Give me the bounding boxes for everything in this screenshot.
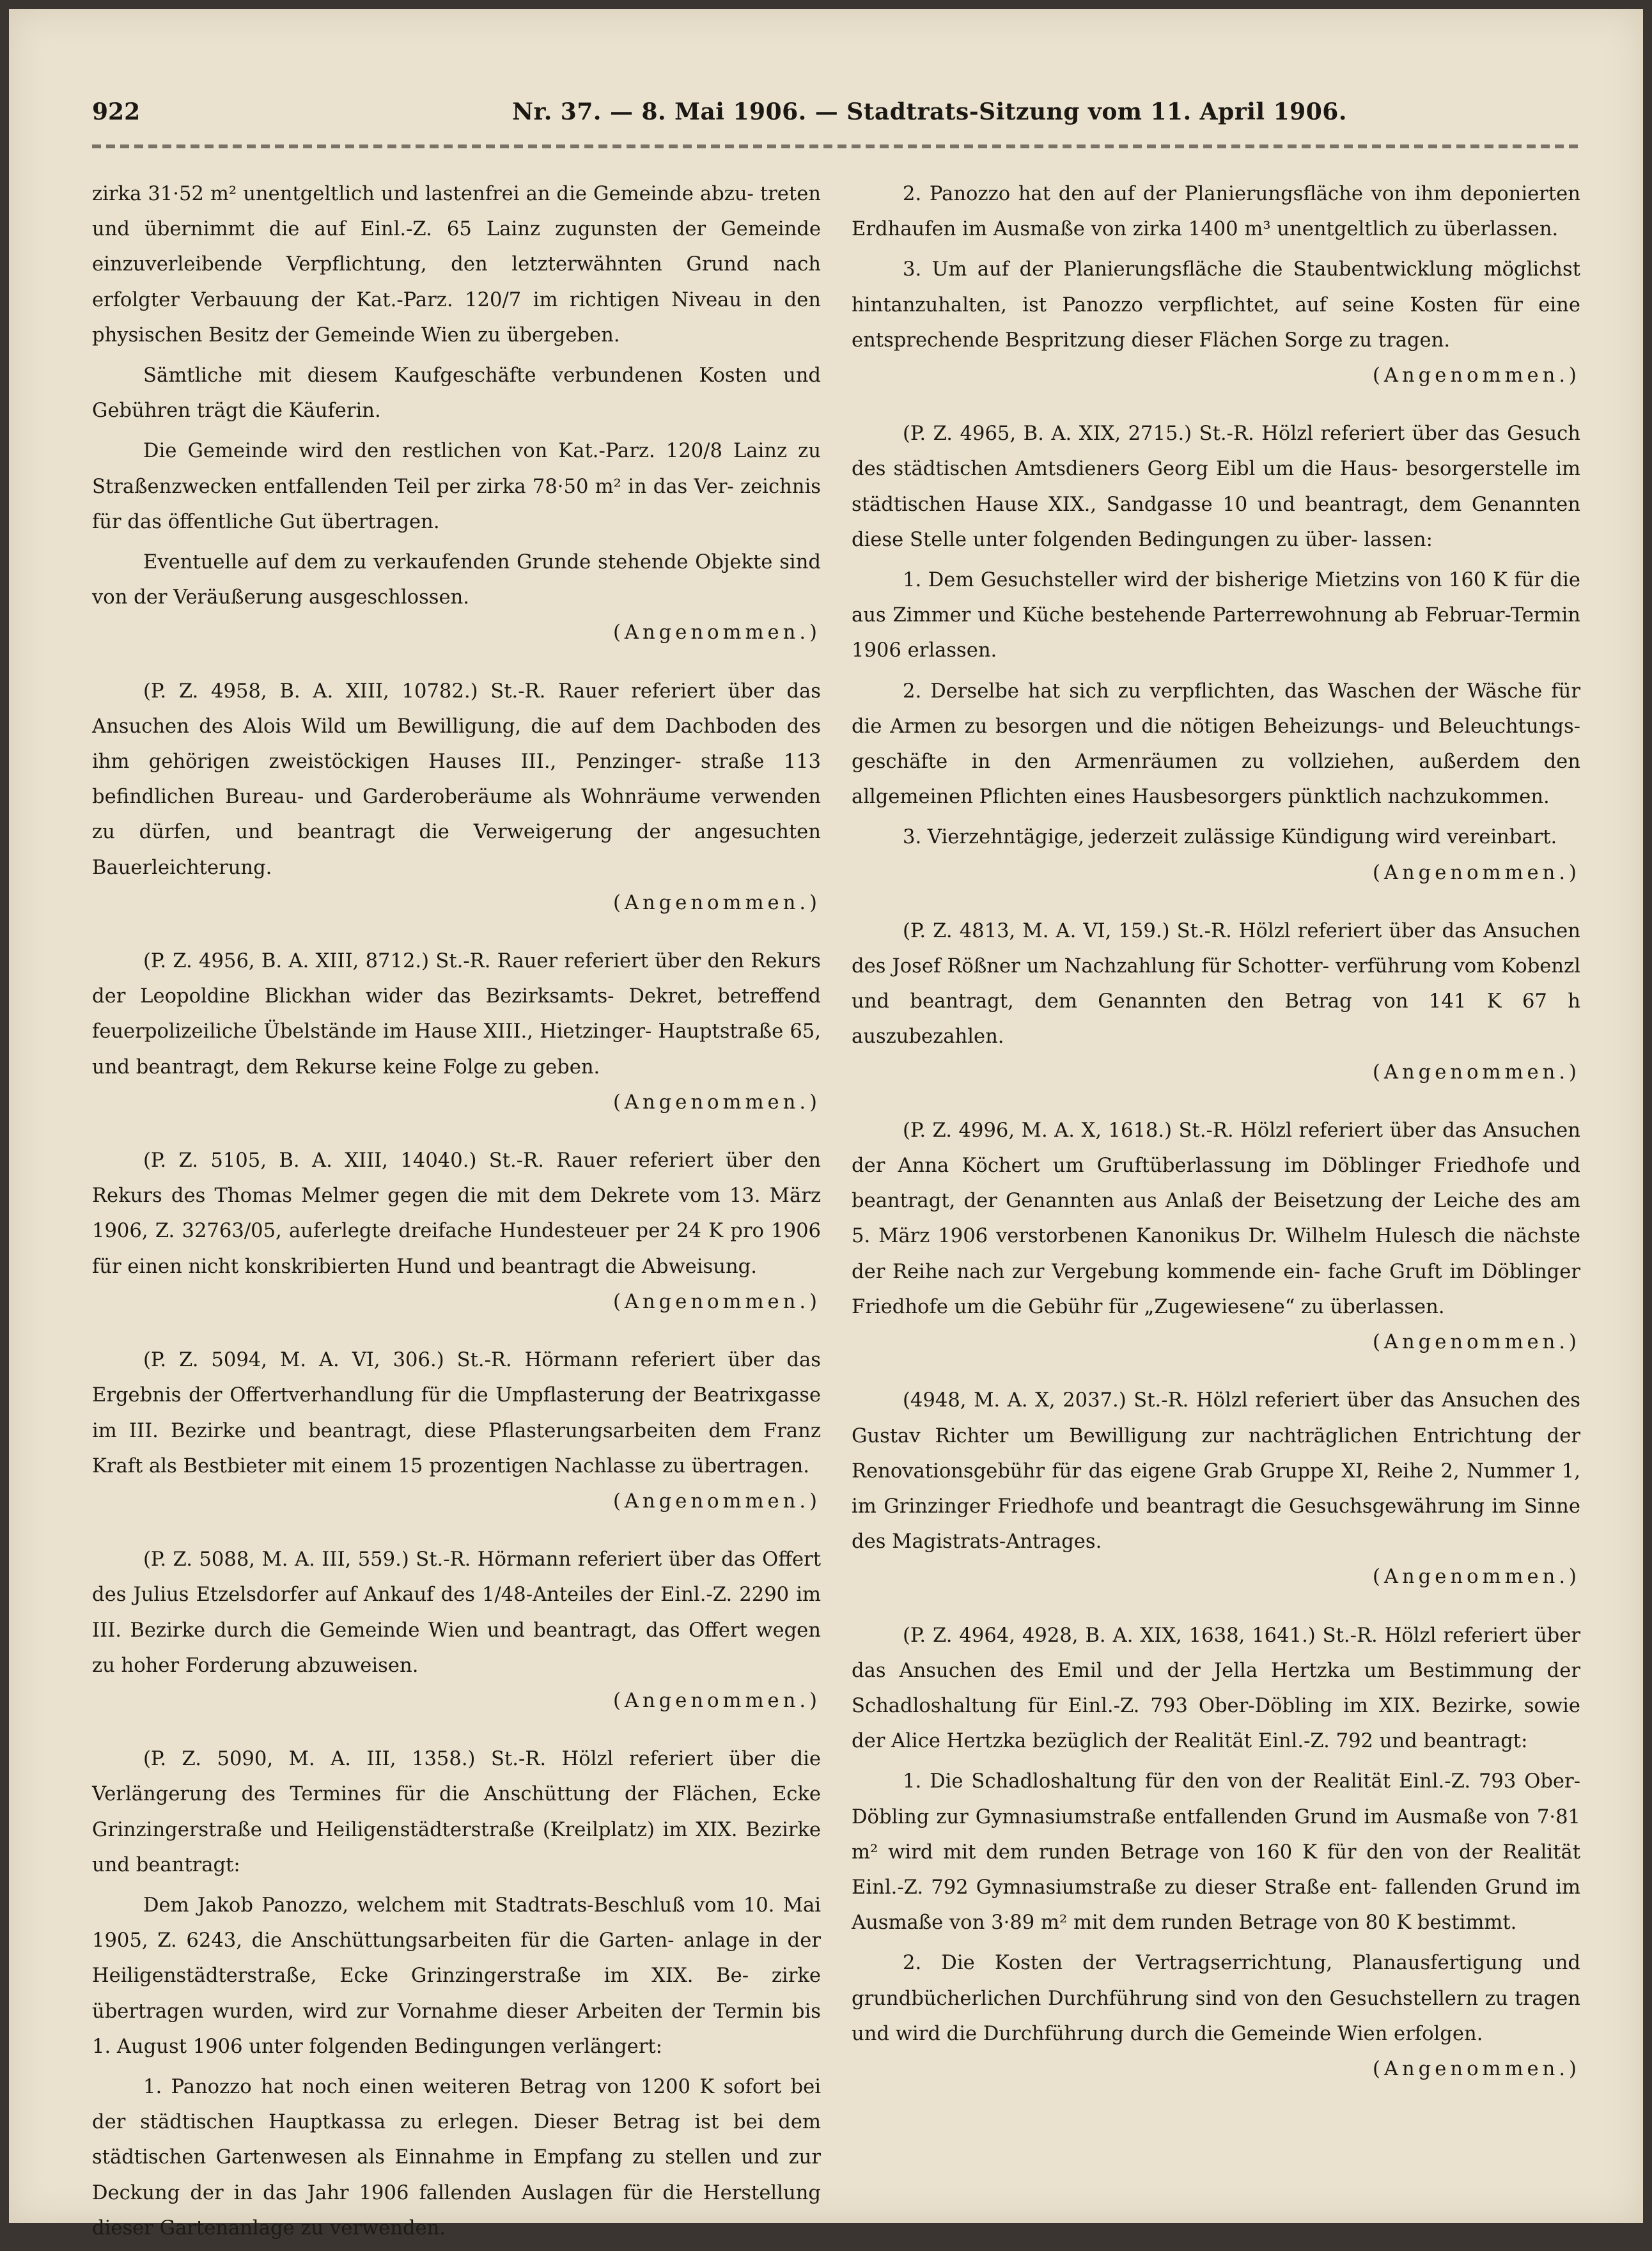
agenda-item: (P. Z. 5088, M. A. III, 559.) St.-R. Hörmann referiert über das Offert des Julius Etzelsdorfer auf Ankauf des 1/48-Anteiles der Einl.-Z. 2290 im III. Bezirke durch die Gemeinde Wien und beantragt, das Offert wegen zu hoher Forderung abzuweisen. — [92, 1548, 821, 1677]
agenda-item: (P. Z. 4965, B. A. XIX, 2715.) St.-R. Hölzl referiert über das Gesuch des städtischen Amtsdieners Georg Eibl um die Haus- besorgerstelle im städtischen Hause XIX., Sandgasse 10 und beantragt, dem Genannten diese Stelle unter folgenden Bedingungen zu über- lassen: — [852, 423, 1580, 551]
page-header — [92, 98, 1582, 137]
running-title: Nr. 37. — 8. Mai 1906. — Stadtrats-Sitzung vom 11. April 1906. — [512, 98, 1347, 125]
agenda-item: (P. Z. 4958, B. A. XIII, 10782.) St.-R. Rauer referiert über das Ansuchen des Alois Wild um Bewilligung, die auf dem Dachboden des ihm gehörigen zweistöckigen Hauses III., Penzinger- straße 113 befindlichen Bureau- und Garderoberäume als Wohnräume verwenden zu dürfen, und beantragt die Verweigerung der angesuchten Bauerleichterung. — [92, 680, 821, 879]
paragraph: 1. Dem Gesuchsteller wird der bisherige Mietzins von 160 K für die aus Zimmer und Küche bestehende Parterrewohnung ab Februar-Termin 1906 erlassen. — [852, 569, 1580, 662]
decision-note: (Angenommen.) — [1372, 1566, 1580, 1589]
paragraph: 2. Die Kosten der Vertragserrichtung, Planausfertigung und grundbücherlichen Durchführung sind von den Gesuchstellern zu tragen und wird die Durchführung durch die Gemeinde Wien erfolgen. — [852, 1952, 1580, 2045]
paragraph: 1. Panozzo hat noch einen weiteren Betrag von 1200 K sofort bei der städtischen Hauptkassa zu erlegen. Dieser Betrag ist bei dem städtischen Gartenwesen als Einnahme in Empfang zu stellen und zur Deckung der in das Jahr 1906 fallenden Auslagen für die Herstellung dieser Gartenanlage zu verwenden. — [92, 2075, 821, 2239]
page-number: 922 — [92, 98, 141, 125]
newspaper-page — [9, 9, 1643, 2239]
left-column — [92, 176, 821, 2251]
paragraph: 2. Derselbe hat sich zu verpflichten, das Waschen der Wäsche für die Armen zu besorgen und die nötigen Beheizungs- und Beleuchtungs- geschäfte in den Armenräumen zu vollziehen, außerdem den allgemeinen Pflichten eines Hausbesorgers pünktlich nachzukommen. — [852, 680, 1580, 809]
decision-note: (Angenommen.) — [612, 891, 821, 914]
paragraph: 1. Die Schadloshaltung für den von der Realität Einl.-Z. 793 Ober-Döbling zur Gymnasiumstraße entfallenden Grund im Ausmaße von 7·81 m² wird mit dem runden Betrage von 160 K für den von der Realität Einl.-Z. 792 Gymnasiumstraße zu dieser Straße ent- fallenden Grund im Ausmaße von 3·89 m² mit dem runden Betrage von 80 K bestimmt. — [852, 1770, 1580, 1935]
decision-note: (Angenommen.) — [1372, 364, 1580, 387]
paragraph: 3. Vierzehntägige, jederzeit zulässige Kündigung wird vereinbart. — [903, 826, 1557, 849]
decision-note: (Angenommen.) — [612, 1490, 821, 1513]
agenda-item: (P. Z. 4964, 4928, B. A. XIX, 1638, 1641.) St.-R. Hölzl referiert über das Ansuchen des Emil und der Jella Hertzka um Bestimmung der Schadloshaltung für Einl.-Z. 793 Ober-Döbling im XIX. Bezirke, sowie der Alice Hertzka bezüglich der Realität Einl.-Z. 792 und beantragt: — [852, 1624, 1580, 1753]
paragraph: 2. Panozzo hat den auf der Planierungsfläche von ihm deponierten Erdhaufen im Ausmaße von zirka 1400 m³ unentgeltlich zu überlassen. — [852, 183, 1580, 241]
paragraph: Dem Jakob Panozzo, welchem mit Stadtrats-Beschluß vom 10. Mai 1905, Z. 6243, die Anschüttungsarbeiten für die Garten- anlage in der Heiligenstädterstraße, Ecke Grinzingerstraße im XIX. Be- zirke übertragen wurden, wird zur Vornahme dieser Arbeiten der Termin bis 1. August 1906 unter folgenden Bedingungen verlängert: — [92, 1894, 821, 2058]
decision-note: (Angenommen.) — [1372, 1061, 1580, 1084]
paragraph: 3. Um auf der Planierungsfläche die Staubentwicklung möglichst hintanzuhalten, ist Panozzo verpflichtet, auf seine Kosten für eine entsprechende Bespritzung dieser Flächen Sorge zu tragen. — [852, 258, 1580, 352]
paragraph: Die Gemeinde wird den restlichen von Kat.-Parz. 120/8 Lainz zu Straßenzwecken entfallenden Teil per zirka 78·50 m² in das Ver- zeichnis für das öffentliche Gut übertragen. — [92, 440, 821, 533]
agenda-item: (P. Z. 5094, M. A. VI, 306.) St.-R. Hörmann referiert über das Ergebnis der Offertverhandlung für die Umpflasterung der Beatrixgasse im III. Bezirke und beantragt, diese Pflasterungsarbeiten dem Franz Kraft als Bestbieter mit einem 15 prozentigen Nachlasse zu übertragen. — [92, 1349, 821, 1477]
decision-note: (Angenommen.) — [1372, 1331, 1580, 1354]
right-column — [852, 176, 1580, 2110]
agenda-item: (P. Z. 4956, B. A. XIII, 8712.) St.-R. Rauer referiert über den Rekurs der Leopoldine Blickhan wider das Bezirksamts- Dekret, betreffend feuerpolizeiliche Übelstände im Hause XIII., Hietzinger- Hauptstraße 65, und beantragt, dem Rekurse keine Folge zu geben. — [92, 950, 821, 1079]
decision-note: (Angenommen.) — [612, 1091, 821, 1114]
decision-note: (Angenommen.) — [1372, 2057, 1580, 2080]
decision-note: (Angenommen.) — [612, 1689, 821, 1712]
paragraph: Eventuelle auf dem zu verkaufenden Grunde stehende Objekte sind von der Veräußerung ausgeschlossen. — [92, 551, 821, 609]
paragraph: Sämtliche mit diesem Kaufgeschäfte verbundenen Kosten und Gebühren trägt die Käuferin. — [92, 364, 821, 423]
agenda-item: (P. Z. 4813, M. A. VI, 159.) St.-R. Hölzl referiert über das Ansuchen des Josef Rößner um Nachzahlung für Schotter- verführung vom Kobenzl und beantragt, dem Genannten den Betrag von 141 K 67 h auszubezahlen. — [852, 919, 1580, 1048]
paragraph: zirka 31·52 m² unentgeltlich und lastenfrei an die Gemeinde abzu- treten und übernimmt die auf Einl.-Z. 65 Lainz zugunsten der Gemeinde einzuverleibende Verpflichtung, den letzterwähnten Grund nach erfolgter Verbauung der Kat.-Parz. 120/7 im richtigen Niveau in den physischen Besitz der Gemeinde Wien zu übergeben. — [92, 183, 821, 347]
header-divider — [92, 144, 1582, 148]
agenda-item: (P. Z. 4996, M. A. X, 1618.) St.-R. Hölzl referiert über das Ansuchen der Anna Köchert um Gruftüberlassung im Döblinger Friedhofe und beantragt, der Genannten aus Anlaß der Beisetzung der Leiche des am 5. März 1906 verstorbenen Kanonikus Dr. Wilhelm Hulesch die nächste der Reihe nach zur Vergebung kommende ein- fache Gruft im Döblinger Friedhofe um die Gebühr für „Zugewiesene“ zu überlassen. — [852, 1119, 1580, 1318]
agenda-item: (P. Z. 5105, B. A. XIII, 14040.) St.-R. Rauer referiert über den Rekurs des Thomas Melmer gegen die mit dem Dekrete vom 13. März 1906, Z. 32763/05, auferlegte dreifache Hundesteuer per 24 K pro 1906 für einen nicht konskribierten Hund und beantragt die Abweisung. — [92, 1149, 821, 1278]
agenda-item: (4948, M. A. X, 2037.) St.-R. Hölzl referiert über das Ansuchen des Gustav Richter um Bewilligung zur nachträglichen Entrichtung der Renovationsgebühr für das eigene Grab Gruppe XI, Reihe 2, Nummer 1, im Grinzinger Friedhofe und beantragt die Gesuchsgewährung im Sinne des Magistrats-Antrages. — [852, 1389, 1580, 1554]
agenda-item: (P. Z. 5090, M. A. III, 1358.) St.-R. Hölzl referiert über die Verlängerung des Termines für die Anschüttung der Flächen, Ecke Grinzingerstraße und Heiligenstädterstraße (Kreilplatz) im XIX. Bezirke und beantragt: — [92, 1748, 821, 1876]
decision-note: (Angenommen.) — [612, 1290, 821, 1313]
decision-note: (Angenommen.) — [1372, 861, 1580, 884]
decision-note: (Angenommen.) — [612, 621, 821, 644]
